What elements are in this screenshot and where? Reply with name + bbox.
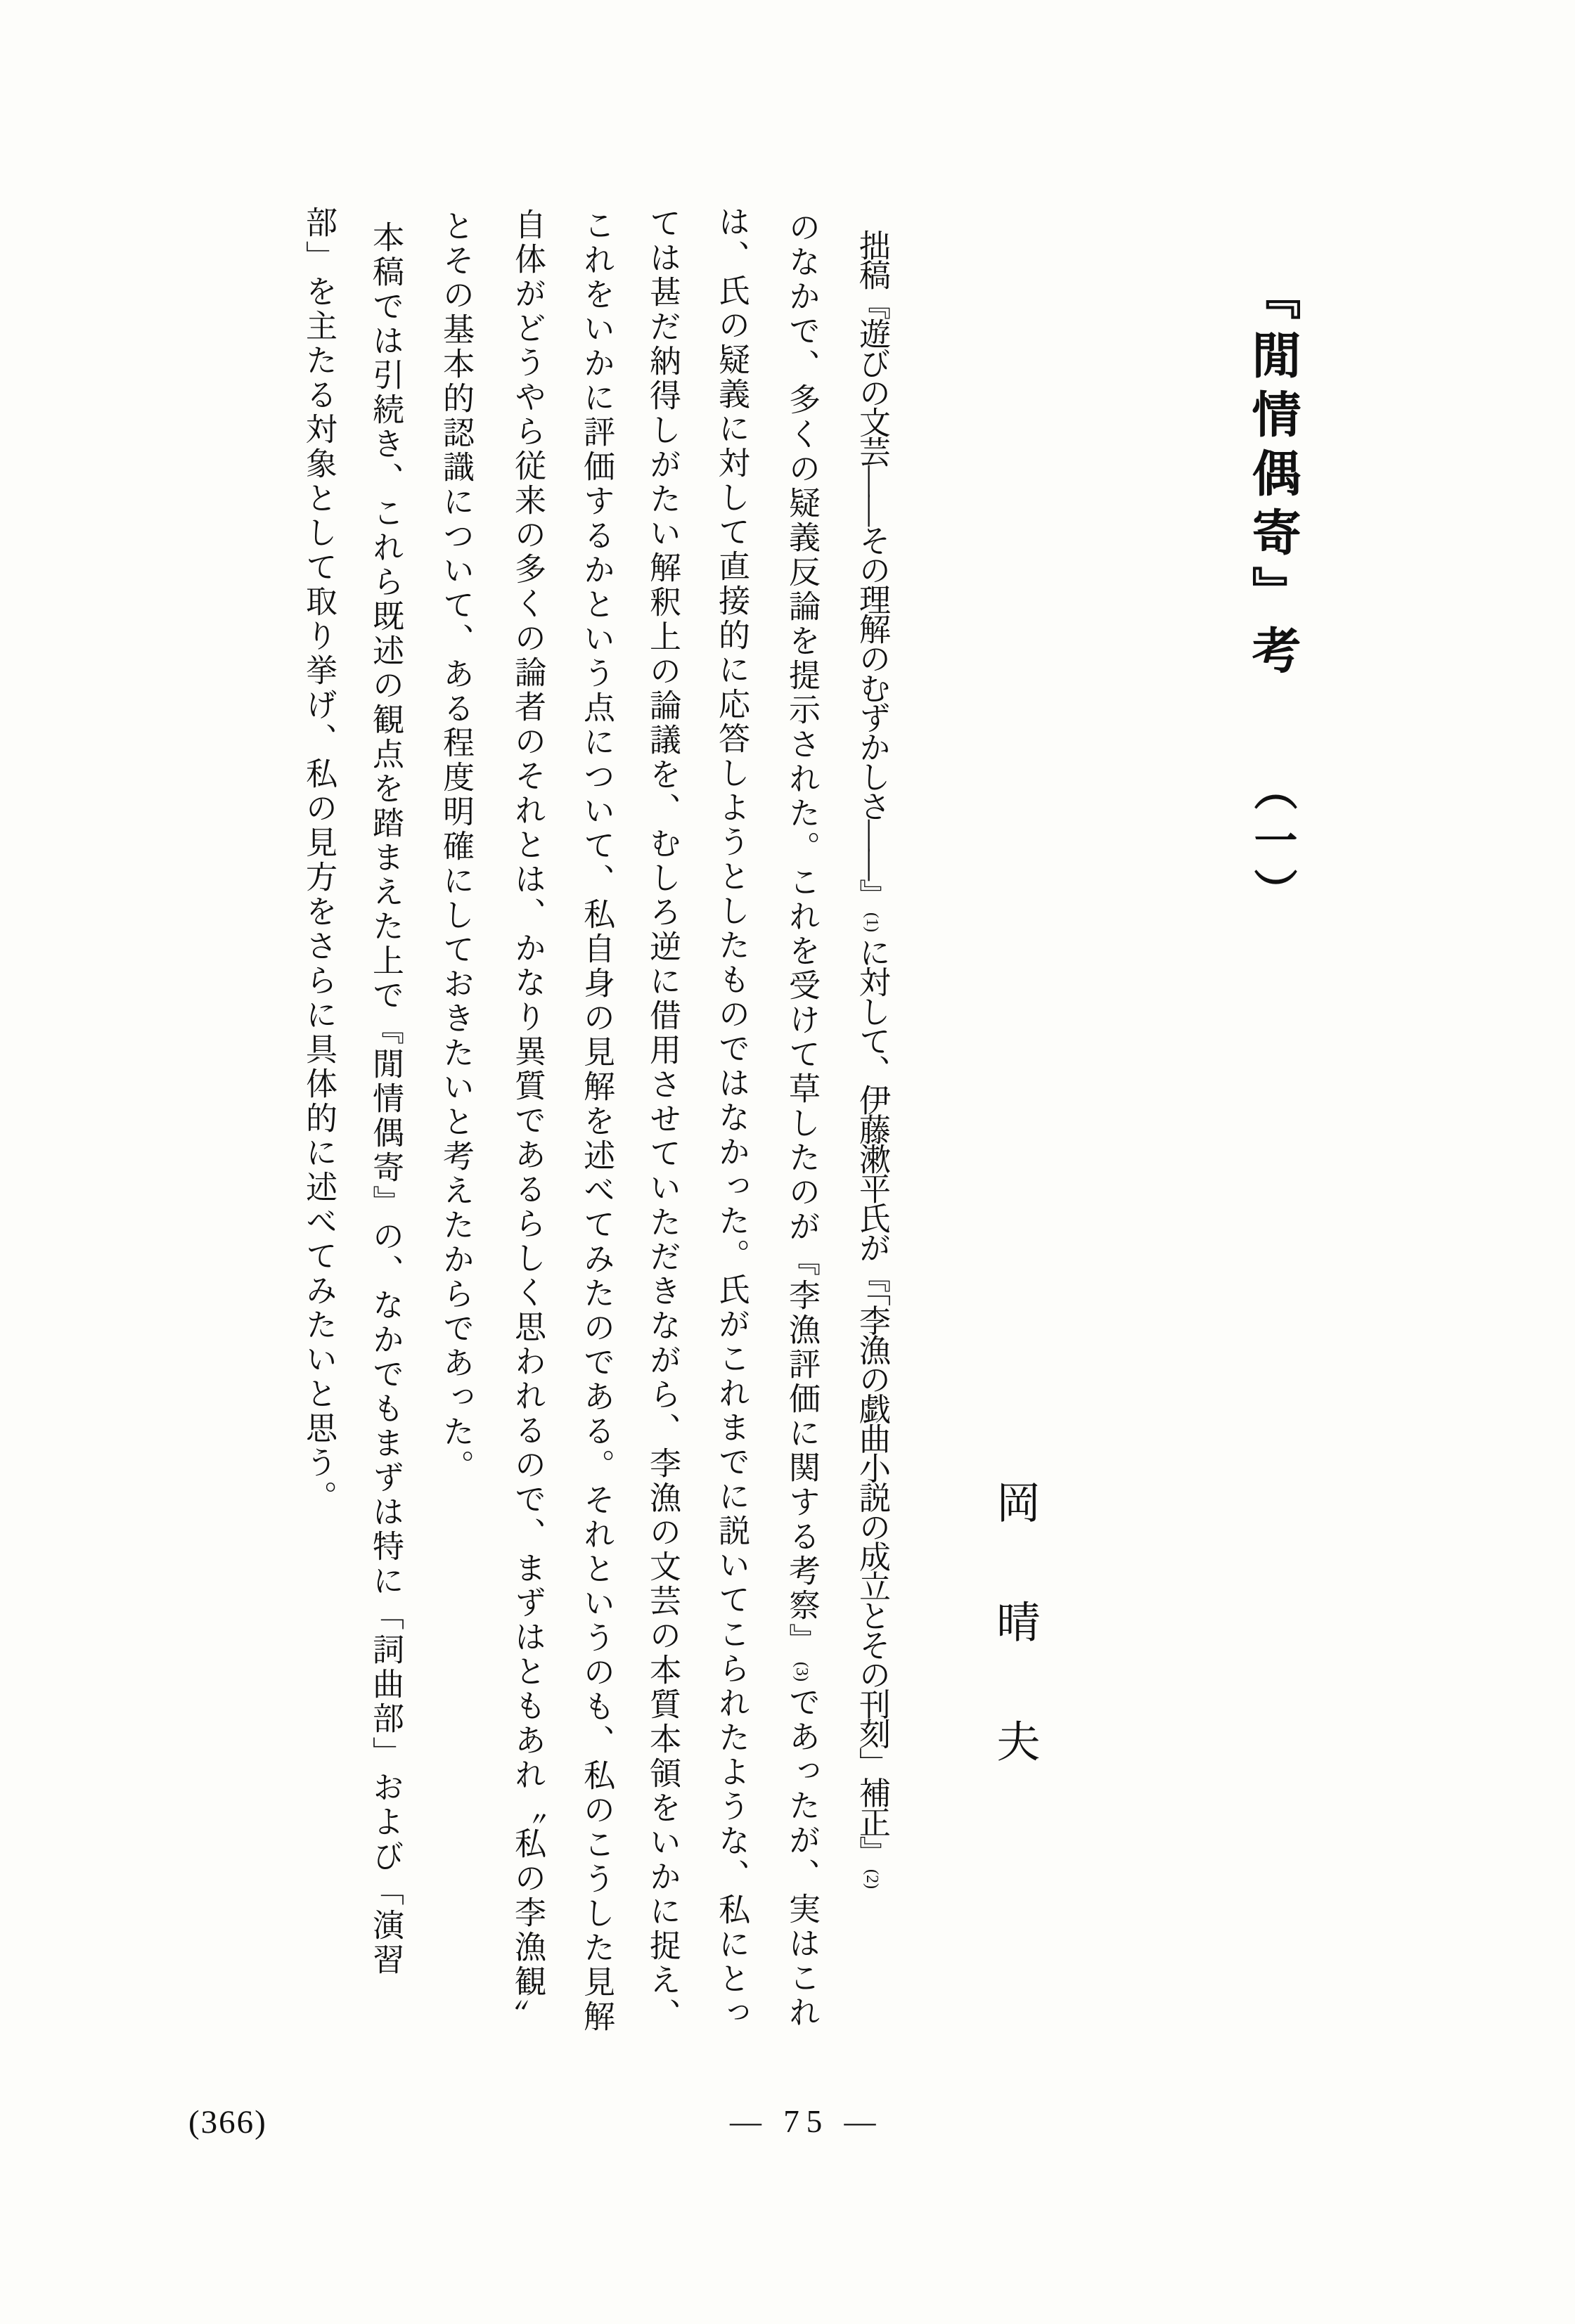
text-column <box>352 221 419 2302</box>
column-text: 部」を主たる対象として取り挙げ、私の見方をさらに具体的に述べてみたいと思う。 <box>301 206 336 1515</box>
column-text: は、氏の疑義に対して直接的に応答しようとしたものではなかった。氏がこれまでに説いてこられたような、私にとっ <box>714 205 749 2031</box>
column-text: 拙稿『遊びの文芸——その理解のむずかしさ——』 <box>854 229 889 908</box>
column-text: ては甚だ納得しがたい解釈上の論議を、むしろ逆に借用させていただきながら、李漁の文芸の本質本領をいかに捉え、 <box>645 207 680 2032</box>
column-text: これをいかに評価するかという点について、私自身の見解を述べてみたのである。それというのも、私のこうした見解 <box>579 209 614 2034</box>
column-text: とその基本的認識について、ある程度明確にしておきたいと考えたからであった。 <box>438 209 473 1484</box>
column-text: に対して、伊藤漱平氏が『「李漁の戯曲小説の成立とその刊刻」補正』 <box>854 936 889 1866</box>
article-part-number: （一） <box>1247 767 1295 919</box>
footnote-marker: (1) <box>863 912 881 932</box>
column-text: であったが、実はこれ <box>784 1685 819 2030</box>
text-column <box>285 206 352 2287</box>
column-text: のなかで、多くの疑義反論を提示された。これを受けて草したのが『李漁評価に関する考察』 <box>784 211 819 1658</box>
column-text: 本稿では引続き、これら既述の観点を踏まえた上で『閒情偶寄』の、なかでもまずは特に「詞曲部」および「演習 <box>368 221 403 1977</box>
text-column <box>629 207 696 2287</box>
page-number: — 75 — <box>730 2104 883 2139</box>
text-column <box>494 208 561 2289</box>
author-name: 岡晴夫 <box>990 1480 1038 1838</box>
text-column <box>422 209 489 2290</box>
issue-page-number: (366) <box>188 2104 267 2141</box>
text-column <box>768 211 835 2292</box>
text-column <box>698 205 765 2286</box>
article-title: 『閒情偶寄』考 <box>1245 271 1299 684</box>
footnote-marker: (2) <box>863 1869 881 1890</box>
column-text: 自体がどうやら従来の多くの論者のそれとは、かなり異質であるらしく思われるので、まずはともあれ〝私の李漁観〟 <box>510 208 545 2034</box>
text-column <box>562 209 630 2290</box>
article-title-block <box>1236 271 1307 919</box>
text-column <box>838 229 906 2310</box>
footnote-marker: (3) <box>792 1662 811 1681</box>
